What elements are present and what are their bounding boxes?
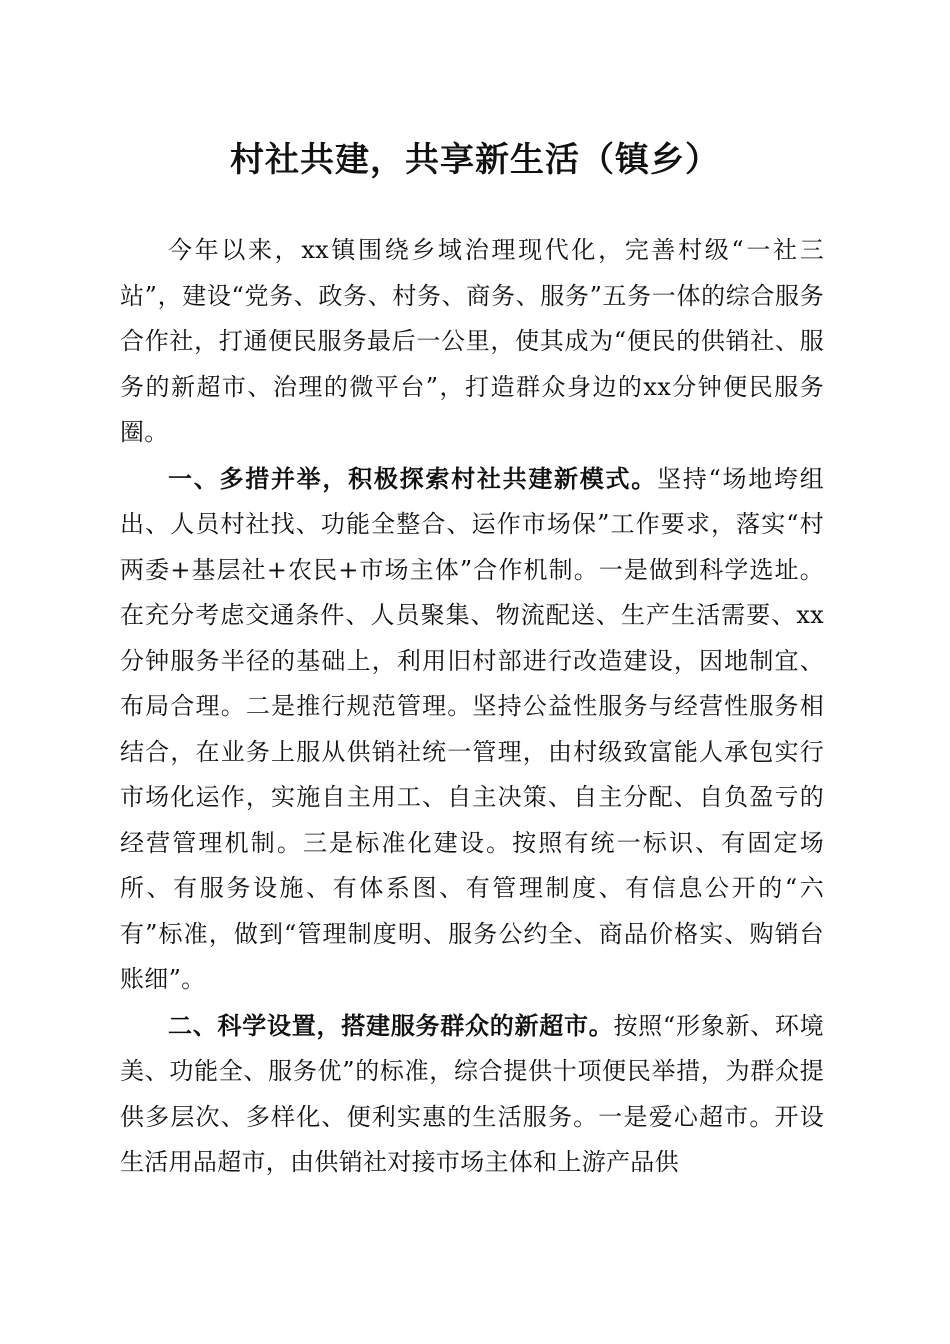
section-two-text: 按照“形象新、环境美、功能全、服务优”的标准，综合提供十项便民举措，为群众提供多层次、多样化、便利实惠的生活服务。一是爱心超市。开设生活用品超市，由供销社对接市场主体和上游产品供 [120, 1011, 824, 1176]
document-body [120, 228, 824, 1186]
document-title: 村社共建，共享新生活（镇乡） [230, 140, 720, 180]
section-one-text: 坚持“场地垮组出、人员村社找、功能全整合、运作市场保”工作要求，落实“村两委+基层社+农民+市场主体”合作机制。一是做到科学选址。在充分考虑交通条件、人员聚集、物流配送、生产生活需要、xx分钟服务半径的基础上，利用旧村部进行改造建设，因地制宜、布局合理。二是推行规范管理。坚持公益性服务与经营性服务相结合，在业务上服从供销社统一管理，由村级致富能人承包实行市场化运作，实施自主用工、自主决策、自主分配、自负盈亏的经营管理机制。三是标准化建设。按照有统一标识、有固定场所、有服务设施、有体系图、有管理制度、有信息公开的“六有”标准，做到“管理制度明、服务公约全、商品价格实、购销台账细”。 [120, 464, 824, 993]
section-one-paragraph [120, 456, 824, 1003]
intro-paragraph-text: 今年以来，xx镇围绕乡域治理现代化，完善村级“一社三站”，建设“党务、政务、村务、商务、服务”五务一体的综合服务合作社，打通便民服务最后一公里，使其成为“便民的供销社、服务的新超市、治理的微平台”，打造群众身边的xx分钟便民服务圈。 [120, 236, 824, 446]
section-one-heading: 一、多措并举，积极探索村社共建新模式。 [168, 463, 657, 493]
section-two-paragraph [120, 1003, 824, 1186]
intro-paragraph [120, 228, 824, 456]
section-two-heading: 二、科学设置，搭建服务群众的新超市。 [168, 1010, 614, 1040]
